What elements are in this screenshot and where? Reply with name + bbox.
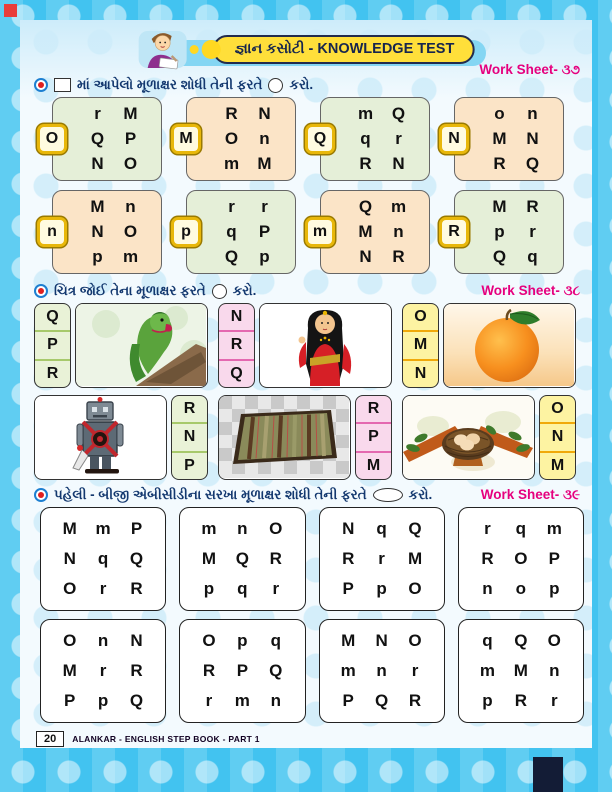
- grid-letter: R: [392, 247, 405, 267]
- grid-letter: P: [130, 519, 143, 538]
- grid-letter: q: [527, 247, 538, 267]
- grid-letter: o: [515, 579, 527, 598]
- circle-shape: [268, 78, 283, 93]
- option-letter: P: [172, 451, 207, 479]
- nest-image: [403, 396, 533, 478]
- grid-letter: Q: [224, 247, 239, 267]
- grid-letter: O: [408, 579, 422, 598]
- target-letter-tab: O: [37, 124, 67, 154]
- grid-letter: N: [526, 128, 539, 148]
- grid-letter: p: [92, 247, 103, 267]
- letter-options-column: [218, 303, 255, 388]
- target-letter-tab: M: [171, 124, 201, 154]
- letter-match-box: [319, 619, 445, 723]
- section3-instruction-tail: કરો.: [408, 487, 433, 502]
- option-letter: N: [540, 422, 575, 450]
- picture-item-robot: [34, 395, 208, 480]
- section2-row2: [28, 395, 584, 480]
- grid-letter: n: [125, 196, 136, 216]
- bubble-dot-small-icon: [190, 45, 199, 54]
- grid-letter: M: [62, 519, 77, 538]
- section1-row2: [28, 190, 584, 274]
- target-letter-tab: N: [439, 124, 469, 154]
- grid-letter: p: [482, 691, 493, 710]
- grid-letter: m: [234, 691, 250, 710]
- grid-letter: m: [122, 247, 139, 267]
- grid-letter: q: [360, 128, 371, 148]
- letter-search-box: [47, 190, 162, 274]
- grid-letter: R: [130, 579, 143, 598]
- grid-letter: O: [408, 631, 422, 650]
- grid-letter: R: [202, 661, 216, 680]
- grid-letter: M: [257, 154, 272, 174]
- section2-instruction-text: ચિત્ર જોઈ તેના મૂળાક્ષર ફરતે: [54, 283, 206, 298]
- picture-item-orange: [402, 303, 576, 388]
- option-letter: R: [183, 400, 196, 418]
- orange-image: [444, 304, 574, 386]
- grid-letter: n: [259, 128, 270, 148]
- corner-marker: [4, 4, 17, 17]
- option-letter: P: [356, 422, 391, 450]
- grid-letter: O: [202, 631, 216, 650]
- target-letter-tab: Q: [305, 124, 335, 154]
- grid-letter: P: [64, 691, 76, 710]
- grid-letter: p: [97, 691, 109, 710]
- parrot-image: [76, 304, 206, 386]
- knowledge-test-banner: જ્ઞાન કસોટી - KNOWLEDGE TEST: [213, 35, 475, 64]
- grid-letter: M: [358, 221, 373, 241]
- grid-letter: r: [228, 196, 235, 216]
- grid-letter: M: [62, 661, 77, 680]
- option-letter: R: [219, 330, 254, 358]
- grid-letter: m: [479, 661, 496, 680]
- grid-letter: Q: [358, 196, 373, 216]
- grid-letter: r: [395, 128, 402, 148]
- student-writing-illustration: [138, 28, 190, 70]
- grid-letter: Q: [375, 691, 389, 710]
- grid-letter: Q: [235, 549, 249, 568]
- option-letter: N: [172, 422, 207, 450]
- grid-letter: N: [91, 221, 104, 241]
- grid-letter: R: [225, 103, 238, 123]
- grid-letter: r: [205, 691, 213, 710]
- letter-search-box: [181, 190, 296, 274]
- grid-letter: n: [376, 661, 387, 680]
- grid-letter: R: [514, 691, 527, 710]
- grid-letter: r: [99, 661, 107, 680]
- grid-letter: O: [224, 128, 239, 148]
- grid-letter: r: [94, 103, 101, 123]
- grid-letter: P: [258, 221, 271, 241]
- square-shape: [54, 78, 71, 92]
- grid-letter: r: [261, 196, 268, 216]
- robot-image: [35, 396, 165, 478]
- grid-letter: r: [411, 661, 419, 680]
- grid-letter: Q: [492, 247, 507, 267]
- grid-letter: m: [201, 519, 217, 538]
- grid-letter: p: [203, 579, 215, 598]
- grid-letter: n: [237, 519, 248, 538]
- grid-letter: O: [63, 579, 77, 598]
- section1-row1: [28, 97, 584, 181]
- bottom-edge-tab: [533, 757, 563, 792]
- grid-letter: O: [547, 631, 561, 650]
- picture-item-queen: [218, 303, 392, 388]
- grid-letter: q: [376, 519, 387, 538]
- option-letter: R: [35, 359, 70, 387]
- grid-letter: p: [237, 631, 248, 650]
- grid-letter: M: [90, 196, 105, 216]
- grid-letter: O: [63, 631, 77, 650]
- grid-letter: R: [130, 661, 143, 680]
- target-letter-tab: R: [439, 217, 469, 247]
- grid-letter: N: [63, 549, 76, 568]
- option-letter: M: [403, 330, 438, 358]
- grid-letter: N: [342, 519, 355, 538]
- grid-letter: M: [123, 103, 138, 123]
- letter-search-box: [179, 97, 296, 181]
- grid-letter: n: [393, 221, 404, 241]
- picture-item-parrot: [34, 303, 208, 388]
- grid-letter: r: [529, 221, 536, 241]
- section1-instruction: [28, 77, 584, 93]
- letter-match-box: [40, 507, 166, 611]
- grid-letter: n: [270, 691, 281, 710]
- option-letter: N: [230, 308, 243, 326]
- option-letter: O: [551, 400, 564, 418]
- grid-letter: M: [513, 661, 528, 680]
- section3-row1: [28, 507, 584, 611]
- letter-options-column: [171, 395, 208, 480]
- grid-letter: Q: [129, 691, 144, 710]
- option-letter: Q: [46, 308, 59, 326]
- bullet-icon: [34, 488, 48, 502]
- grid-letter: R: [493, 154, 506, 174]
- grid-letter: R: [481, 549, 494, 568]
- page-number: 20: [36, 731, 64, 747]
- grid-letter: r: [484, 519, 491, 538]
- grid-letter: r: [272, 579, 280, 598]
- grid-letter: Q: [269, 661, 283, 680]
- letter-search-box: [45, 97, 162, 181]
- grid-letter: q: [237, 579, 248, 598]
- grid-letter: M: [492, 128, 507, 148]
- grid-letter: P: [342, 691, 354, 710]
- grid-letter: N: [91, 154, 104, 174]
- grid-letter: Q: [408, 519, 422, 538]
- letter-search-box: [313, 97, 430, 181]
- letter-options-column: [539, 395, 576, 480]
- grid-letter: q: [97, 549, 109, 568]
- grid-letter: p: [494, 221, 505, 241]
- grid-letter: Q: [514, 631, 528, 650]
- letter-match-box: [319, 507, 445, 611]
- letter-options-column: [34, 303, 71, 388]
- page-footer: [28, 731, 584, 747]
- grid-letter: P: [236, 661, 249, 680]
- grid-letter: q: [515, 519, 527, 538]
- letter-search-box: [448, 97, 564, 181]
- mat-image: [219, 396, 349, 478]
- grid-letter: n: [527, 103, 538, 123]
- letter-options-column: [355, 395, 392, 480]
- grid-letter: N: [359, 247, 372, 267]
- grid-letter: m: [95, 519, 111, 538]
- option-letter: O: [414, 308, 427, 326]
- grid-letter: r: [550, 691, 558, 710]
- section3-row2: [28, 619, 584, 723]
- grid-letter: q: [482, 631, 493, 650]
- grid-letter: O: [123, 221, 138, 241]
- option-letter: M: [540, 451, 575, 479]
- queen-image: [260, 304, 390, 386]
- grid-letter: P: [124, 128, 137, 148]
- letter-search-box: [448, 190, 564, 274]
- section3-instruction-text: પહેલી - બીજી એબીસીડીના સરખા મૂળાક્ષર શોધી તેની ફરતે: [54, 487, 367, 502]
- letter-match-box: [40, 619, 166, 723]
- grid-letter: q: [226, 221, 237, 241]
- target-letter-tab: p: [171, 217, 201, 247]
- option-letter: M: [356, 451, 391, 479]
- grid-letter: O: [514, 549, 528, 568]
- grid-letter: Q: [129, 549, 144, 568]
- section3-instruction: [28, 487, 584, 503]
- grid-letter: m: [390, 196, 407, 216]
- option-letter: R: [367, 400, 380, 418]
- grid-letter: p: [259, 247, 270, 267]
- letter-match-box: [179, 619, 305, 723]
- grid-letter: N: [130, 631, 143, 650]
- grid-letter: n: [97, 631, 109, 650]
- circle-shape: [212, 284, 227, 299]
- grid-letter: M: [201, 549, 217, 568]
- grid-letter: M: [407, 549, 423, 568]
- grid-letter: o: [494, 103, 505, 123]
- grid-letter: P: [342, 579, 354, 598]
- grid-letter: n: [549, 661, 560, 680]
- bubble-dot-large-icon: [202, 40, 221, 59]
- worksheet-39-label: Work Sheet- ૩૯: [480, 487, 580, 502]
- section2-row1: [28, 303, 584, 388]
- letter-match-box: [458, 507, 584, 611]
- bullet-icon: [34, 78, 48, 92]
- letter-match-box: [458, 619, 584, 723]
- grid-letter: m: [223, 154, 240, 174]
- grid-letter: p: [376, 579, 387, 598]
- grid-letter: N: [392, 154, 405, 174]
- option-letter: Q: [219, 359, 254, 387]
- grid-letter: M: [341, 631, 356, 650]
- target-letter-tab: m: [305, 217, 335, 247]
- grid-letter: Q: [391, 103, 406, 123]
- grid-letter: m: [546, 519, 562, 538]
- letter-search-box: [312, 190, 430, 274]
- grid-letter: O: [123, 154, 138, 174]
- option-letter: N: [403, 359, 438, 387]
- grid-letter: n: [482, 579, 493, 598]
- grid-letter: q: [270, 631, 281, 650]
- section1-instruction-text: માં આપેલો મૂળાક્ષર શોધી તેની ફરતે: [77, 77, 263, 92]
- grid-letter: r: [99, 579, 107, 598]
- grid-letter: m: [357, 103, 374, 123]
- worksheet-37-label: Work Sheet- ૩૭: [479, 62, 580, 77]
- section1-instruction-tail: કરો.: [289, 77, 314, 92]
- grid-letter: R: [526, 196, 539, 216]
- grid-letter: P: [548, 549, 560, 568]
- grid-letter: O: [269, 519, 283, 538]
- worksheet-38-label: Work Sheet- ૩૮: [481, 283, 580, 298]
- section2-instruction: [28, 283, 584, 299]
- grid-letter: R: [269, 549, 282, 568]
- grid-letter: R: [359, 154, 372, 174]
- grid-letter: m: [340, 661, 356, 680]
- page-header: [28, 24, 584, 77]
- option-letter: P: [35, 330, 70, 358]
- grid-letter: M: [492, 196, 507, 216]
- grid-letter: R: [408, 691, 422, 710]
- grid-letter: N: [258, 103, 271, 123]
- page-content: [20, 20, 592, 748]
- oval-shape: [373, 488, 403, 502]
- picture-item-nest: [402, 395, 576, 480]
- grid-letter: r: [378, 549, 385, 568]
- grid-letter: R: [342, 549, 355, 568]
- letter-options-column: [402, 303, 439, 388]
- picture-item-mat: [218, 395, 392, 480]
- grid-letter: Q: [525, 154, 540, 174]
- grid-letter: N: [375, 631, 388, 650]
- book-title: ALANKAR - ENGLISH STEP BOOK - PART 1: [72, 734, 260, 744]
- bullet-icon: [34, 284, 48, 298]
- target-letter-tab: n: [37, 217, 67, 247]
- grid-letter: Q: [90, 128, 105, 148]
- section2-instruction-tail: કરો.: [232, 283, 257, 298]
- grid-letter: p: [549, 579, 560, 598]
- letter-match-box: [179, 507, 305, 611]
